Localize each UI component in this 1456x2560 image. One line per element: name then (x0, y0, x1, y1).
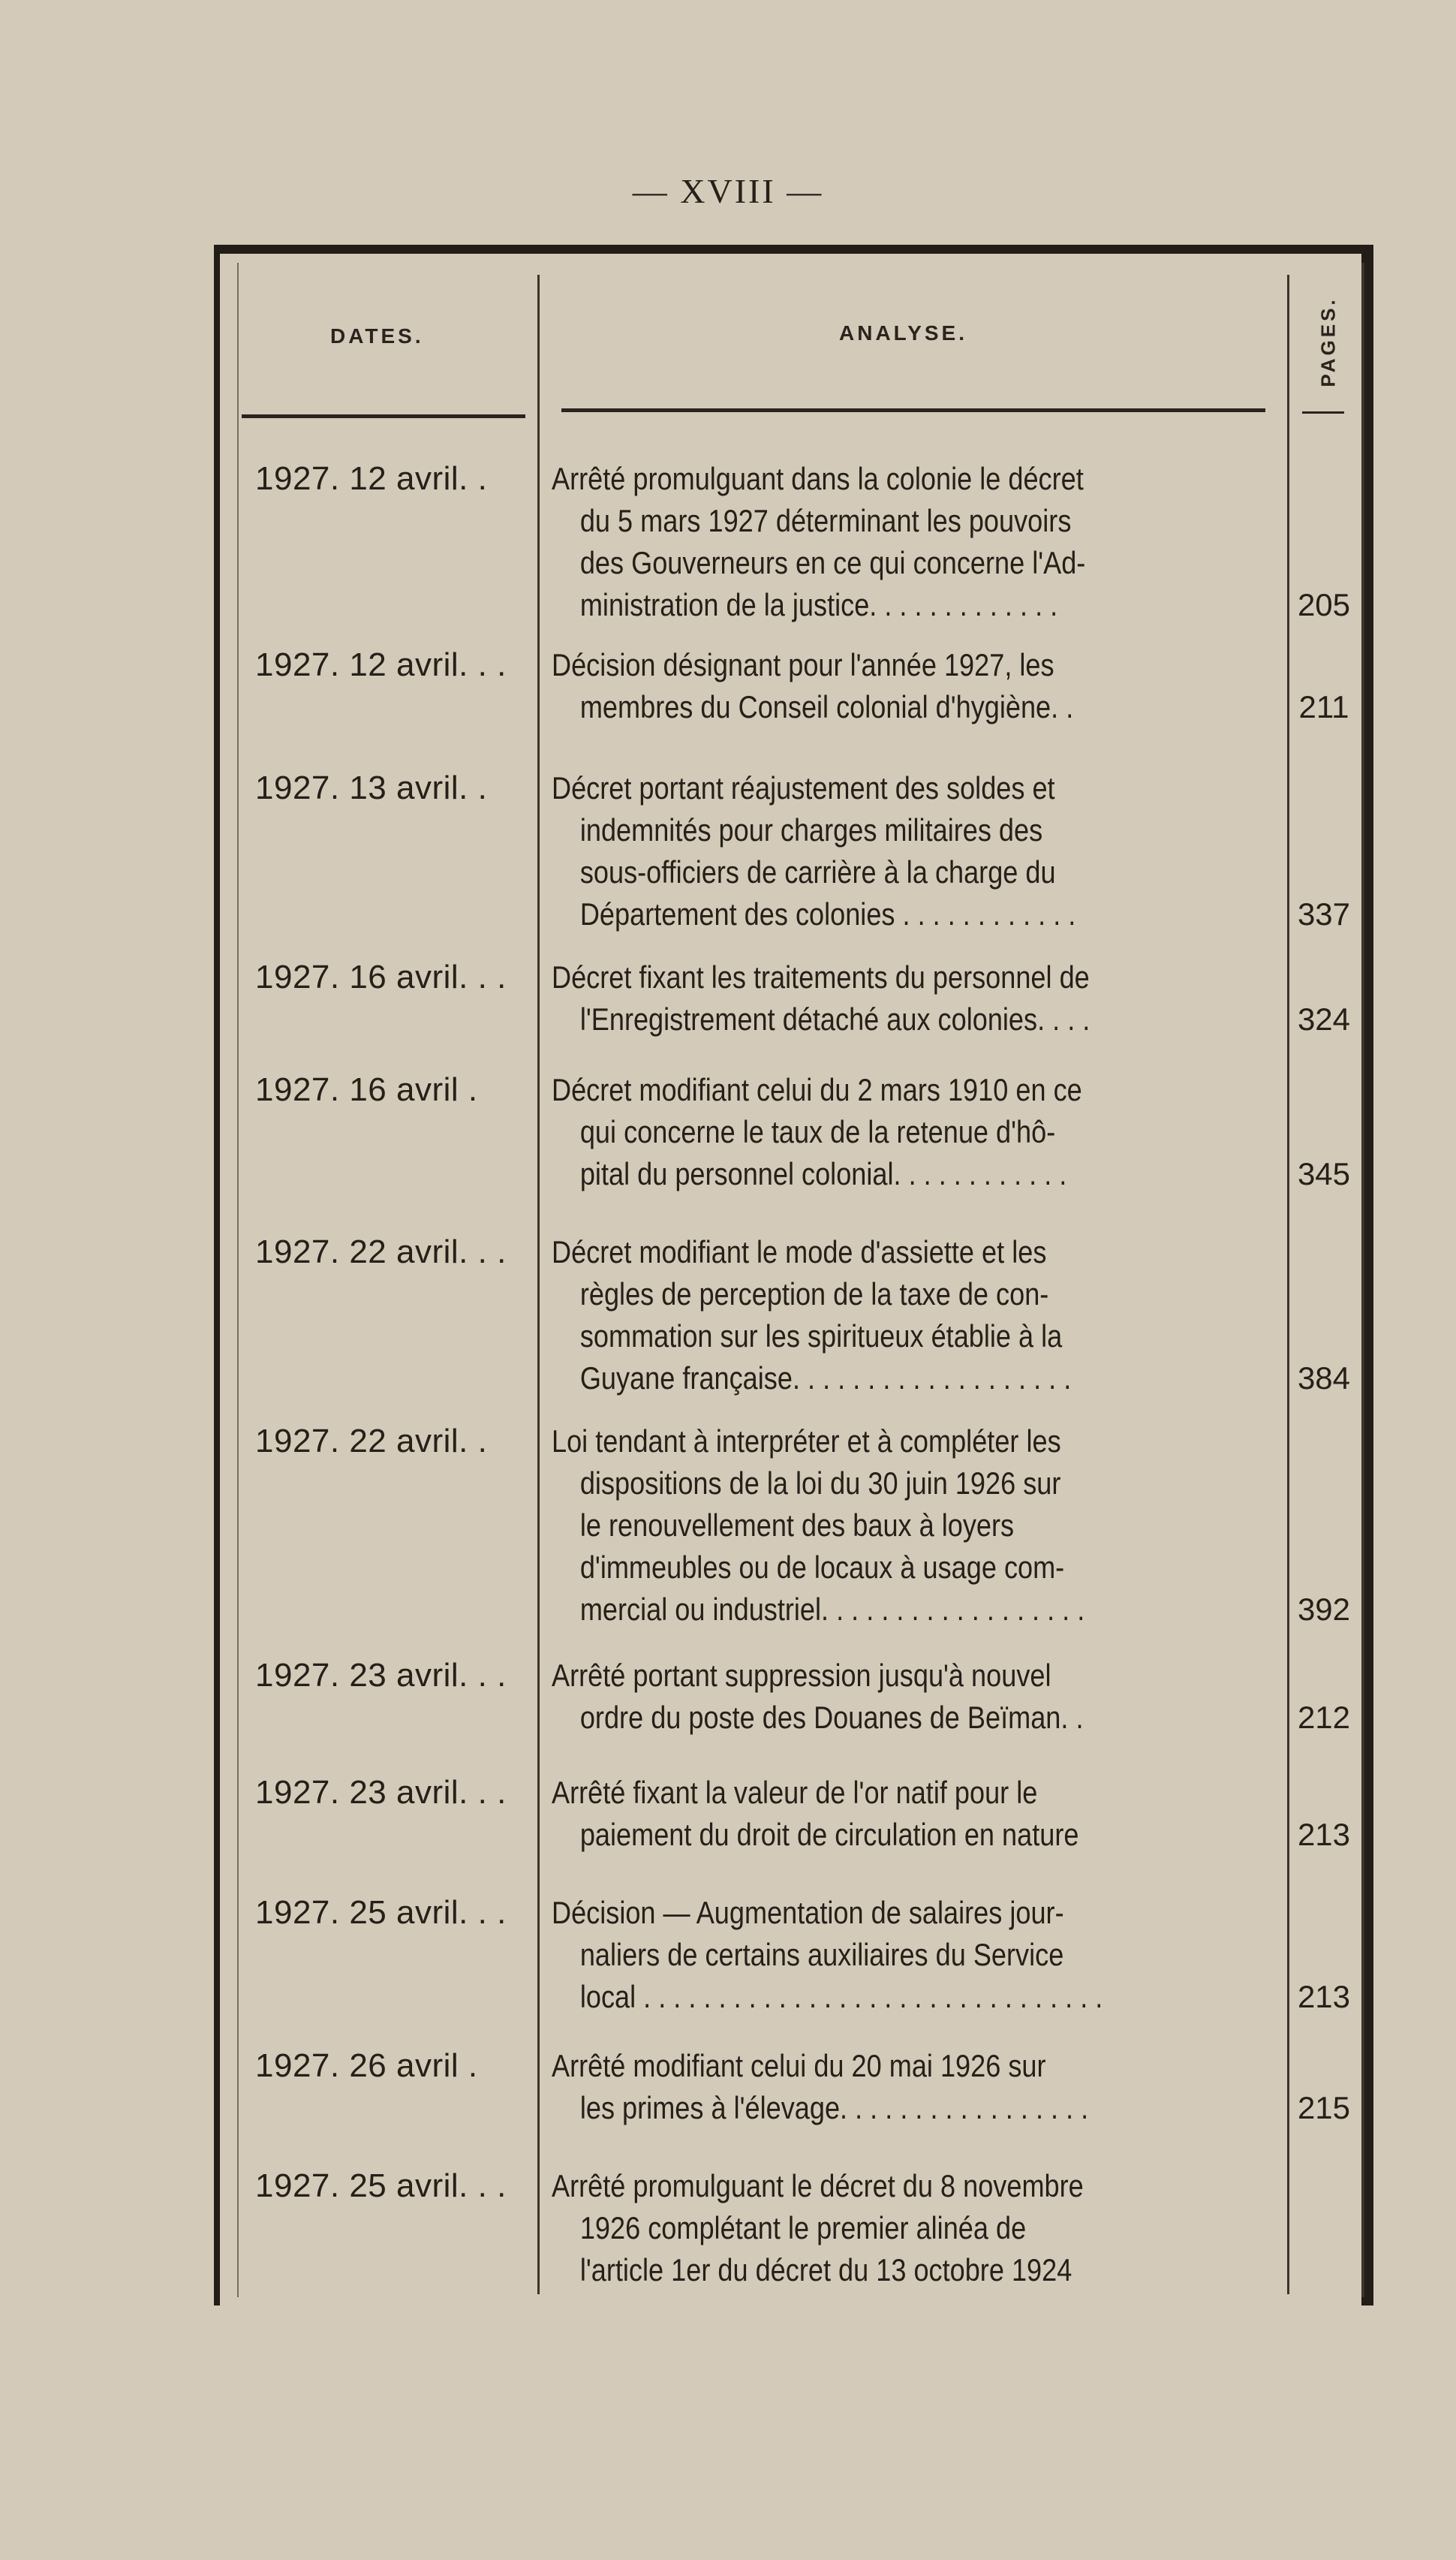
row-page-number: 213 (1297, 1817, 1351, 1852)
row-date: 1927. 12 avril. . . (255, 646, 507, 683)
analyse-line: l'Enregistrement détaché aux colonies. . . . (579, 1001, 1090, 1037)
row-analyse (552, 1231, 1276, 1399)
header-rule-pages (1302, 411, 1344, 414)
analyse-line: des Gouverneurs en ce qui concerne l'Ad- (579, 545, 1086, 580)
analyse-line: Arrêté promulguant le décret du 8 novembre (552, 2168, 1084, 2203)
row-date: 1927. 23 avril. . . (255, 1657, 507, 1694)
row-page-number: 205 (1297, 587, 1351, 622)
column-header-analyse: ANALYSE. (839, 321, 968, 345)
column-header-pages: PAGES. (1316, 297, 1340, 387)
row-page-number: 215 (1297, 2090, 1351, 2125)
column-divider-dates (537, 275, 540, 2294)
analyse-line: pital du personnel colonial. . . . . . . . . . . . (579, 1156, 1067, 1191)
analyse-line: Décret modifiant le mode d'assiette et les (552, 1234, 1047, 1269)
analyse-line: qui concerne le taux de la retenue d'hô- (579, 1114, 1056, 1149)
analyse-line: sommation sur les spiritueux établie à la (579, 1318, 1063, 1354)
analyse-line: mercial ou industriel. . . . . . . . . . . . . . . . . . (579, 1592, 1085, 1627)
analyse-line: Guyane française. . . . . . . . . . . . . . . . . . . (579, 1360, 1072, 1396)
inner-right-rule (1361, 263, 1364, 2297)
analyse-line: paiement du droit de circulation en nature (579, 1817, 1079, 1852)
analyse-line: 1926 complétant le premier alinéa de (579, 2210, 1027, 2245)
analyse-line: ministration de la justice. . . . . . . . . . . . . (579, 587, 1058, 622)
column-header-dates: DATES. (330, 324, 424, 348)
row-analyse (552, 956, 1276, 1041)
row-date: 1927. 16 avril. . . (255, 959, 507, 995)
analyse-line: le renouvellement des baux à loyers (579, 1507, 1015, 1543)
analyse-line: Décision désignant pour l'année 1927, les (552, 647, 1054, 682)
analyse-line: naliers de certains auxiliaires du Service (579, 1937, 1064, 1972)
analyse-line: Département des colonies . . . . . . . . . . . . (579, 896, 1076, 932)
row-analyse (552, 1655, 1276, 1739)
analyse-line: dispositions de la loi du 30 juin 1926 sur (579, 1465, 1061, 1501)
row-date: 1927. 22 avril. . . (255, 1233, 507, 1270)
row-page-number: 212 (1297, 1700, 1351, 1735)
row-analyse (552, 2045, 1276, 2129)
analyse-line: Décision — Augmentation de salaires jour- (552, 1895, 1064, 1930)
page-header: — XVIII — (632, 172, 824, 210)
analyse-line: Loi tendant à interpréter et à compléter les (552, 1423, 1061, 1459)
row-analyse (552, 767, 1276, 935)
analyse-line: Décret modifiant celui du 2 mars 1910 en ce (552, 1072, 1082, 1107)
row-page-number: 392 (1297, 1592, 1351, 1627)
row-date: 1927. 23 avril. . . (255, 1774, 507, 1811)
analyse-line: local . . . . . . . . . . . . . . . . . . . . . . . . . . . . . . . (579, 1979, 1103, 2014)
row-page-number: 384 (1297, 1360, 1351, 1396)
header-rule-dates (242, 414, 525, 418)
row-analyse (552, 2165, 1276, 2291)
analyse-line: Arrêté promulguant dans la colonie le décret (552, 461, 1084, 496)
analyse-line: les primes à l'élevage. . . . . . . . . . . . . . . . . (579, 2090, 1089, 2125)
analyse-line: l'article 1er du décret du 13 octobre 1924 (579, 2252, 1072, 2287)
row-page-number: 211 (1298, 689, 1349, 724)
row-page-number: 345 (1297, 1156, 1351, 1191)
analyse-line: d'immeubles ou de locaux à usage com- (579, 1550, 1065, 1585)
row-date: 1927. 25 avril. . . (255, 2167, 507, 2204)
row-date: 1927. 26 avril . (255, 2047, 478, 2084)
row-analyse (552, 1420, 1276, 1631)
row-analyse (552, 1772, 1276, 1856)
analyse-line: Décret portant réajustement des soldes et (552, 770, 1055, 806)
analyse-line: membres du Conseil colonial d'hygiène. . (579, 689, 1074, 724)
row-page-number: 337 (1297, 896, 1351, 932)
analyse-line: indemnités pour charges militaires des (579, 812, 1043, 848)
inner-left-rule (237, 263, 239, 2297)
analyse-line: Arrêté modifiant celui du 20 mai 1926 sur (552, 2048, 1046, 2083)
row-date: 1927. 16 avril . (255, 1071, 478, 1108)
analyse-line: Décret fixant les traitements du personnel de (552, 959, 1090, 995)
analyse-line: du 5 mars 1927 déterminant les pouvoirs (579, 503, 1072, 538)
row-analyse (552, 458, 1276, 626)
row-analyse (552, 644, 1276, 728)
analyse-line: Arrêté fixant la valeur de l'or natif pour le (552, 1775, 1038, 1810)
row-date: 1927. 22 avril. . (255, 1423, 488, 1459)
row-date: 1927. 13 avril. . (255, 770, 488, 806)
row-page-number: 324 (1297, 1001, 1351, 1037)
row-date: 1927. 12 avril. . (255, 460, 488, 497)
analyse-line: règles de perception de la taxe de con- (579, 1276, 1049, 1312)
row-page-number: 213 (1297, 1979, 1351, 2014)
analyse-line: ordre du poste des Douanes de Beïman. . (579, 1700, 1084, 1735)
row-analyse (552, 1069, 1276, 1195)
analyse-line: sous-officiers de carrière à la charge du (579, 854, 1056, 890)
analyse-line: Arrêté portant suppression jusqu'à nouvel (552, 1658, 1051, 1693)
row-analyse (552, 1892, 1276, 2018)
row-date: 1927. 25 avril. . . (255, 1894, 507, 1931)
header-rule-analyse (561, 408, 1265, 412)
